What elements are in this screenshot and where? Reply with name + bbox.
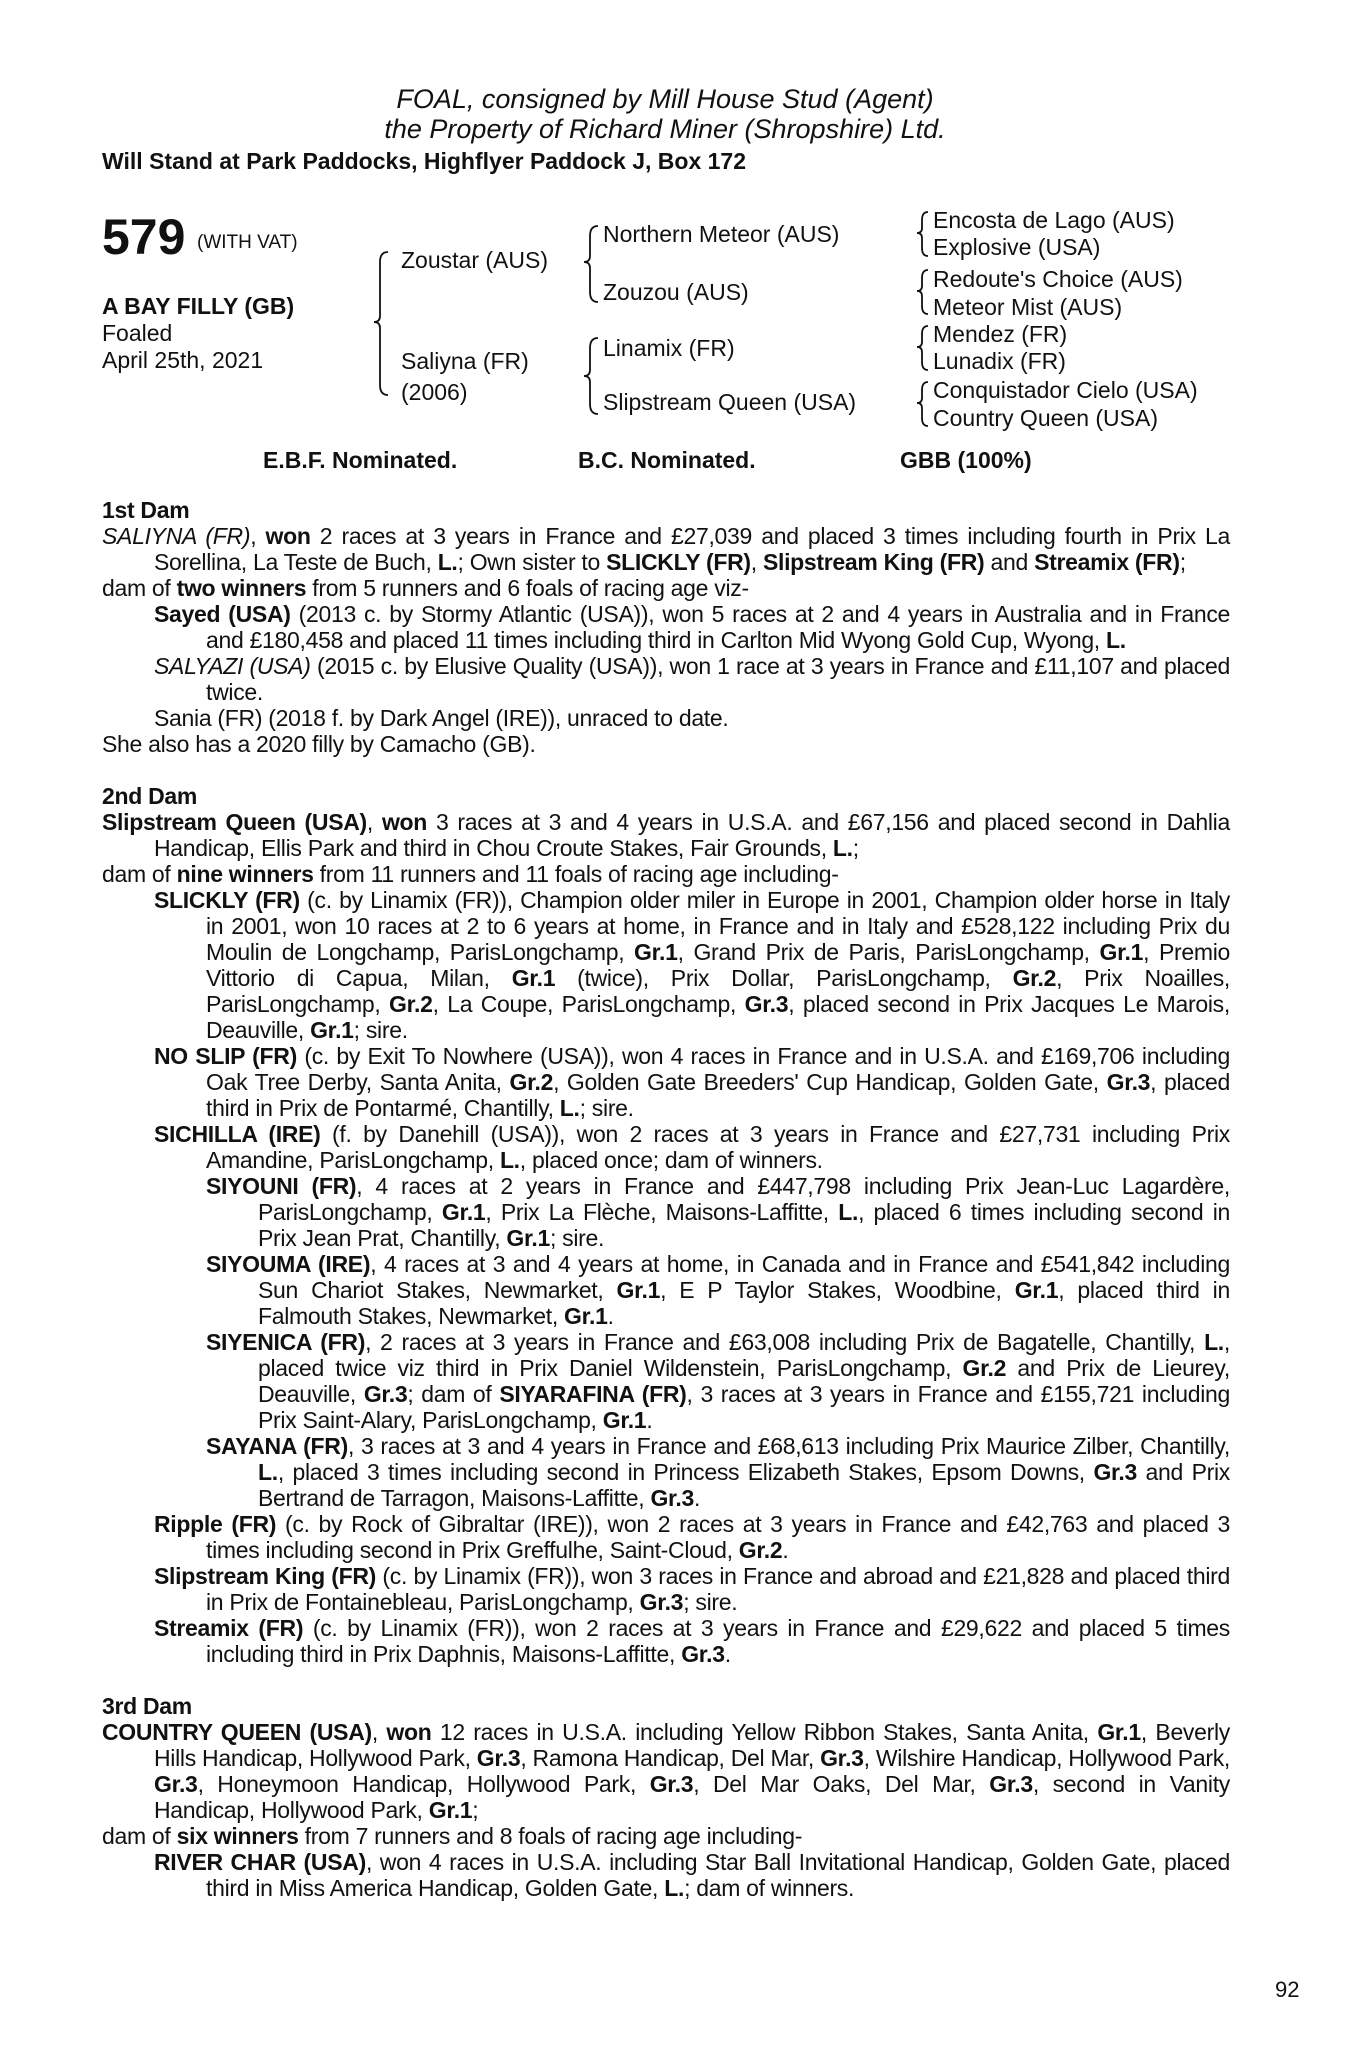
text: ; [472, 1797, 479, 1823]
pedigree-ancestor: Mendez (FR) [933, 321, 1068, 347]
text: 12 races in U.S.A. including Yellow Ribbon Stakes, Santa Anita, [431, 1719, 1098, 1745]
brace-icon [374, 252, 388, 395]
text: from 7 runners and 8 foals of racing age including- [298, 1823, 803, 1849]
bold-text: SAYANA (FR) [206, 1433, 348, 1459]
bold-text: Streamix (FR) [1034, 549, 1180, 575]
bold-text: L. [258, 1459, 278, 1485]
pedigree-sire: Zoustar (AUS) [401, 247, 548, 273]
bold-text: Gr.1 [310, 1017, 354, 1043]
text: (c. by Linamix (FR)), Champion older miler in Europe in 2001, Champion older horse in Italy in 2001, won 10 races at 2 to 6 years at home, in France and in Italy and £528,122 including Prix du Moulin de Longchamp, ParisLongchamp, [206, 887, 1230, 965]
text: ; sire. [353, 1017, 408, 1043]
text: , La Coupe, ParisLongchamp, [432, 991, 745, 1017]
bold-text: Gr.3 [820, 1745, 864, 1771]
produce-record [102, 601, 1230, 653]
bold-text: SIYARAFINA (FR) [499, 1381, 687, 1407]
brace-icon [917, 270, 928, 314]
pedigree-ancestor: Encosta de Lago (AUS) [933, 207, 1175, 233]
italic-text: SALIYNA (FR) [102, 523, 251, 549]
text: from 5 runners and 6 foals of racing age viz- [306, 575, 749, 601]
text: , placed 6 times including second in Prix Jean Prat, Chantilly, [258, 1199, 1230, 1251]
text: , [750, 549, 763, 575]
text: , Ramona Handicap, Del Mar, [520, 1745, 821, 1771]
text: (c. by Linamix (FR)), won 2 races at 3 years in France and £29,622 and placed 5 times including third in Prix Daphnis, Maisons-Laffitte, [206, 1615, 1230, 1667]
dam-section [102, 783, 1230, 1667]
bold-text: Gr.1 [511, 965, 556, 991]
bold-text: Gr.3 [989, 1771, 1033, 1797]
dam-section [102, 1693, 1230, 1901]
text: , placed once; dam of winners. [519, 1147, 823, 1173]
text: , [250, 523, 266, 549]
text: (twice), Prix Dollar, ParisLongchamp, [555, 965, 1013, 991]
bold-text: L. [1204, 1329, 1224, 1355]
bold-text: Gr.2 [962, 1355, 1007, 1381]
bold-text: Slipstream King (FR) [762, 549, 985, 575]
brace-icon [584, 338, 598, 414]
bold-text: SICHILLA (IRE) [154, 1121, 321, 1147]
text: ; sire. [549, 1225, 605, 1251]
bold-text: Gr.1 [602, 1407, 647, 1433]
bold-text: Gr.1 [1099, 939, 1144, 965]
bold-text: RIVER CHAR (USA) [154, 1849, 366, 1875]
produce-record [102, 1043, 1230, 1121]
dam-record [102, 575, 1230, 601]
bold-text: Gr.3 [650, 1485, 694, 1511]
bold-text: Gr.2 [509, 1069, 554, 1095]
produce-record [102, 1615, 1230, 1667]
produce-record [102, 1849, 1230, 1901]
text: , Grand Prix de Paris, ParisLongchamp, [677, 939, 1100, 965]
text: dam of [102, 861, 177, 887]
text: (2015 c. by Elusive Quality (USA)), won 1 race at 3 years in France and £11,107 and placed twice. [206, 653, 1230, 705]
text: and [984, 549, 1035, 575]
bold-text: Gr.1 [441, 1199, 486, 1225]
bold-text: Streamix (FR) [154, 1615, 304, 1641]
text: , Golden Gate Breeders' Cup Handicap, Golden Gate, [553, 1069, 1107, 1095]
bold-text: COUNTRY QUEEN (USA) [102, 1719, 372, 1745]
bold-text: six winners [176, 1823, 299, 1849]
bold-text: Gr.1 [634, 939, 678, 965]
text: and Prix de Lieurey, Deauville, [258, 1355, 1230, 1407]
produce-record [102, 705, 1230, 731]
bold-text: Gr.1 [506, 1225, 550, 1251]
dam-section [102, 497, 1230, 757]
brace-icon [917, 382, 928, 426]
text: . [694, 1485, 701, 1511]
produce-record [102, 1433, 1230, 1511]
text: (2013 c. by Stormy Atlantic (USA)), won 5 races at 2 and 4 years in Australia and in France and £180,458 and placed 11 times including third in Carlton Mid Wyong Gold Cup, Wyong, [206, 601, 1231, 653]
text: , Del Mar Oaks, Del Mar, [693, 1771, 990, 1797]
dam-record [102, 1823, 1230, 1849]
bold-text: Gr.3 [649, 1771, 694, 1797]
bold-text: SIYENICA (FR) [206, 1329, 366, 1355]
bold-text: L. [1106, 627, 1126, 653]
text: , 2 races at 3 years in France and £63,008 including Prix de Bagatelle, Chantilly, [365, 1329, 1205, 1355]
text: , won 4 races in U.S.A. including Star Ball Invitational Handicap, Golden Gate, placed third in Miss America Handicap, Golden Gate, [206, 1849, 1231, 1901]
produce-record [102, 1251, 1230, 1329]
text: ; [852, 835, 859, 861]
text: , placed third in Prix de Pontarmé, Chantilly, [206, 1069, 1231, 1121]
text: ; [1179, 549, 1186, 575]
text: , Wilshire Handicap, Hollywood Park, [863, 1745, 1230, 1771]
text: . [646, 1407, 653, 1433]
bold-text: Gr.2 [1012, 965, 1057, 991]
produce-record [102, 1329, 1230, 1433]
bold-text: won [381, 809, 428, 835]
bold-text: L. [664, 1875, 685, 1901]
text: , Prix Noailles, ParisLongchamp, [206, 965, 1230, 1017]
pedigree-ancestor: Redoute's Choice (AUS) [933, 266, 1183, 292]
pedigree-dam-year: (2006) [401, 379, 468, 405]
bold-text: Gr.1 [564, 1303, 608, 1329]
bold-text: Gr.3 [681, 1641, 725, 1667]
produce-record [102, 1563, 1230, 1615]
ebf-nomination: E.B.F. Nominated. [263, 447, 458, 473]
produce-record [102, 1121, 1230, 1173]
foaled-date: April 25th, 2021 [102, 347, 264, 373]
pedigree-ancestor: Lunadix (FR) [933, 348, 1066, 374]
text: . [782, 1537, 789, 1563]
section-heading: 1st Dam [102, 497, 190, 523]
section-heading: 3rd Dam [102, 1693, 192, 1719]
bold-text: Gr.3 [154, 1771, 198, 1797]
italic-text: SALYAZI (USA) [154, 653, 311, 679]
foaled-label: Foaled [102, 320, 173, 346]
text: , [371, 1719, 387, 1745]
text: She also has a 2020 filly by Camacho (GB). [102, 731, 536, 757]
pedigree-ancestor: Country Queen (USA) [933, 405, 1158, 431]
bold-text: Gr.3 [744, 991, 789, 1017]
produce-record [102, 653, 1230, 705]
lot-number: 579 [102, 209, 186, 265]
text: . [607, 1303, 614, 1329]
bold-text: L. [832, 835, 853, 861]
page-number: 92 [1275, 1977, 1300, 2002]
bold-text: nine winners [176, 861, 314, 887]
text: , 4 races at 2 years in France and £447,798 including Prix Jean-Luc Lagardère, ParisLongchamp, [258, 1173, 1230, 1225]
bold-text: NO SLIP (FR) [154, 1043, 297, 1069]
text: ; Own sister to [457, 549, 607, 575]
bold-text: L. [838, 1199, 859, 1225]
text: , second in Vanity Handicap, Hollywood Park, [154, 1771, 1230, 1823]
bold-text: Gr.2 [738, 1537, 783, 1563]
dam-record [102, 731, 1230, 757]
text: . [724, 1641, 731, 1667]
bold-text: Gr.3 [476, 1745, 521, 1771]
text: ; dam of winners. [684, 1875, 855, 1901]
property-line: the Property of Richard Miner (Shropshire) Ltd. [384, 114, 946, 144]
text: , 3 races at 3 and 4 years in France and £68,613 including Prix Maurice Zilber, Chantilly, [347, 1433, 1230, 1459]
text: , placed second in Prix Jacques Le Marois, Deauville, [206, 991, 1230, 1043]
bold-text: Gr.2 [389, 991, 433, 1017]
brace-icon [917, 326, 928, 370]
dam-record [102, 523, 1230, 575]
bold-text: won [386, 1719, 432, 1745]
bold-text: L. [499, 1147, 520, 1173]
text: , Beverly Hills Handicap, Hollywood Park, [154, 1719, 1230, 1771]
bold-text: SLICKLY (FR) [154, 887, 300, 913]
pedigree-grandsire: Linamix (FR) [603, 335, 735, 361]
text: , placed twice viz third in Prix Daniel Wildenstein, ParisLongchamp, [258, 1329, 1230, 1381]
produce-record [102, 1173, 1230, 1251]
pedigree-notes [102, 497, 1230, 1927]
consignor-line: FOAL, consigned by Mill House Stud (Agent) [396, 84, 934, 114]
produce-record [102, 1511, 1230, 1563]
bold-text: Gr.1 [1097, 1719, 1141, 1745]
pedigree-ancestor: Meteor Mist (AUS) [933, 294, 1123, 320]
text: (f. by Danehill (USA)), won 2 races at 3 years in France and £27,731 including Prix Amandine, ParisLongchamp, [206, 1121, 1230, 1173]
brace-icon [584, 226, 598, 302]
text: (c. by Rock of Gibraltar (IRE)), won 2 races at 3 years in France and £42,763 and placed 3 times including second in Prix Greffulhe, Saint-Cloud, [206, 1511, 1230, 1563]
text: , Prix La Flèche, Maisons-Laffitte, [485, 1199, 839, 1225]
text: ; sire. [579, 1095, 634, 1121]
bold-text: two winners [176, 575, 307, 601]
text: (c. by Linamix (FR)), won 3 races in France and abroad and £21,828 and placed third in Prix de Fontainebleau, ParisLongchamp, [206, 1563, 1230, 1615]
text: , [366, 809, 382, 835]
text: ; dam of [407, 1381, 500, 1407]
bold-text: Gr.3 [363, 1381, 408, 1407]
gbb-rating: GBB (100%) [900, 447, 1032, 473]
pedigree-ancestor: Conquistador Cielo (USA) [933, 377, 1198, 403]
section-heading: 2nd Dam [102, 783, 198, 809]
bold-text: SLICKLY (FR) [606, 549, 751, 575]
bold-text: Gr.3 [1106, 1069, 1151, 1095]
pedigree-ancestor: Explosive (USA) [933, 234, 1101, 260]
bold-text: Gr.1 [1014, 1277, 1059, 1303]
text: , placed third in Falmouth Stakes, Newmarket, [258, 1277, 1230, 1329]
bold-text: SIYOUMA (IRE) [206, 1251, 371, 1277]
pedigree-dam: Saliyna (FR) [401, 348, 529, 374]
stabling-line: Will Stand at Park Paddocks, Highflyer Paddock J, Box 172 [102, 148, 746, 174]
text: , E P Taylor Stakes, Woodbine, [660, 1277, 1015, 1303]
dam-record [102, 1719, 1230, 1823]
bold-text: Sayed (USA) [154, 601, 291, 627]
text: from 11 runners and 11 foals of racing age including- [313, 861, 839, 887]
bc-nomination: B.C. Nominated. [578, 447, 756, 473]
bold-text: L. [559, 1095, 580, 1121]
bold-text: SIYOUNI (FR) [206, 1173, 357, 1199]
text: dam of [102, 1823, 177, 1849]
vat-note: (WITH VAT) [197, 232, 298, 253]
bold-text: L. [437, 549, 458, 575]
text: ; sire. [683, 1589, 738, 1615]
text: , 3 races at 3 years in France and £155,721 including Prix Saint-Alary, ParisLongchamp, [258, 1381, 1231, 1433]
bold-text: Gr.3 [1093, 1459, 1138, 1485]
text: 2 races at 3 years in France and £27,039 and placed 3 times including fourth in Prix La Sorellina, La Teste de Buch, [154, 523, 1230, 575]
pedigree-grandsire: Northern Meteor (AUS) [603, 221, 840, 247]
bold-text: won [265, 523, 311, 549]
bold-text: Slipstream King (FR) [154, 1563, 377, 1589]
pedigree-granddam: Slipstream Queen (USA) [603, 389, 857, 415]
text: , Premio Vittorio di Capua, Milan, [206, 939, 1230, 991]
bold-text: Slipstream Queen (USA) [102, 809, 367, 835]
text: , 4 races at 3 and 4 years at home, in Canada and in France and £541,842 including Sun Chariot Stakes, Newmarket, [258, 1251, 1230, 1303]
produce-record [102, 887, 1230, 1043]
bold-text: Gr.1 [428, 1797, 473, 1823]
brace-icon [917, 212, 928, 256]
dam-record [102, 861, 1230, 887]
text: , Honeymoon Handicap, Hollywood Park, [197, 1771, 650, 1797]
dam-record [102, 809, 1230, 861]
bold-text: Ripple (FR) [154, 1511, 277, 1537]
text: , placed 3 times including second in Princess Elizabeth Stakes, Epsom Downs, [277, 1459, 1094, 1485]
text: and Prix Bertrand de Tarragon, Maisons-Laffitte, [258, 1459, 1230, 1511]
text: (c. by Exit To Nowhere (USA)), won 4 races in France and in U.S.A. and £169,706 including Oak Tree Derby, Santa Anita, [206, 1043, 1230, 1095]
bold-text: Gr.1 [616, 1277, 661, 1303]
text: Sania (FR) (2018 f. by Dark Angel (IRE)), unraced to date. [154, 705, 729, 731]
text: 3 races at 3 and 4 years in U.S.A. and £67,156 and placed second in Dahlia Handicap, Ellis Park and third in Chou Croute Stakes, Fair Grounds, [154, 809, 1230, 861]
horse-description: A BAY FILLY (GB) [102, 293, 295, 319]
bold-text: Gr.3 [639, 1589, 684, 1615]
text: dam of [102, 575, 177, 601]
pedigree-granddam: Zouzou (AUS) [603, 279, 749, 305]
